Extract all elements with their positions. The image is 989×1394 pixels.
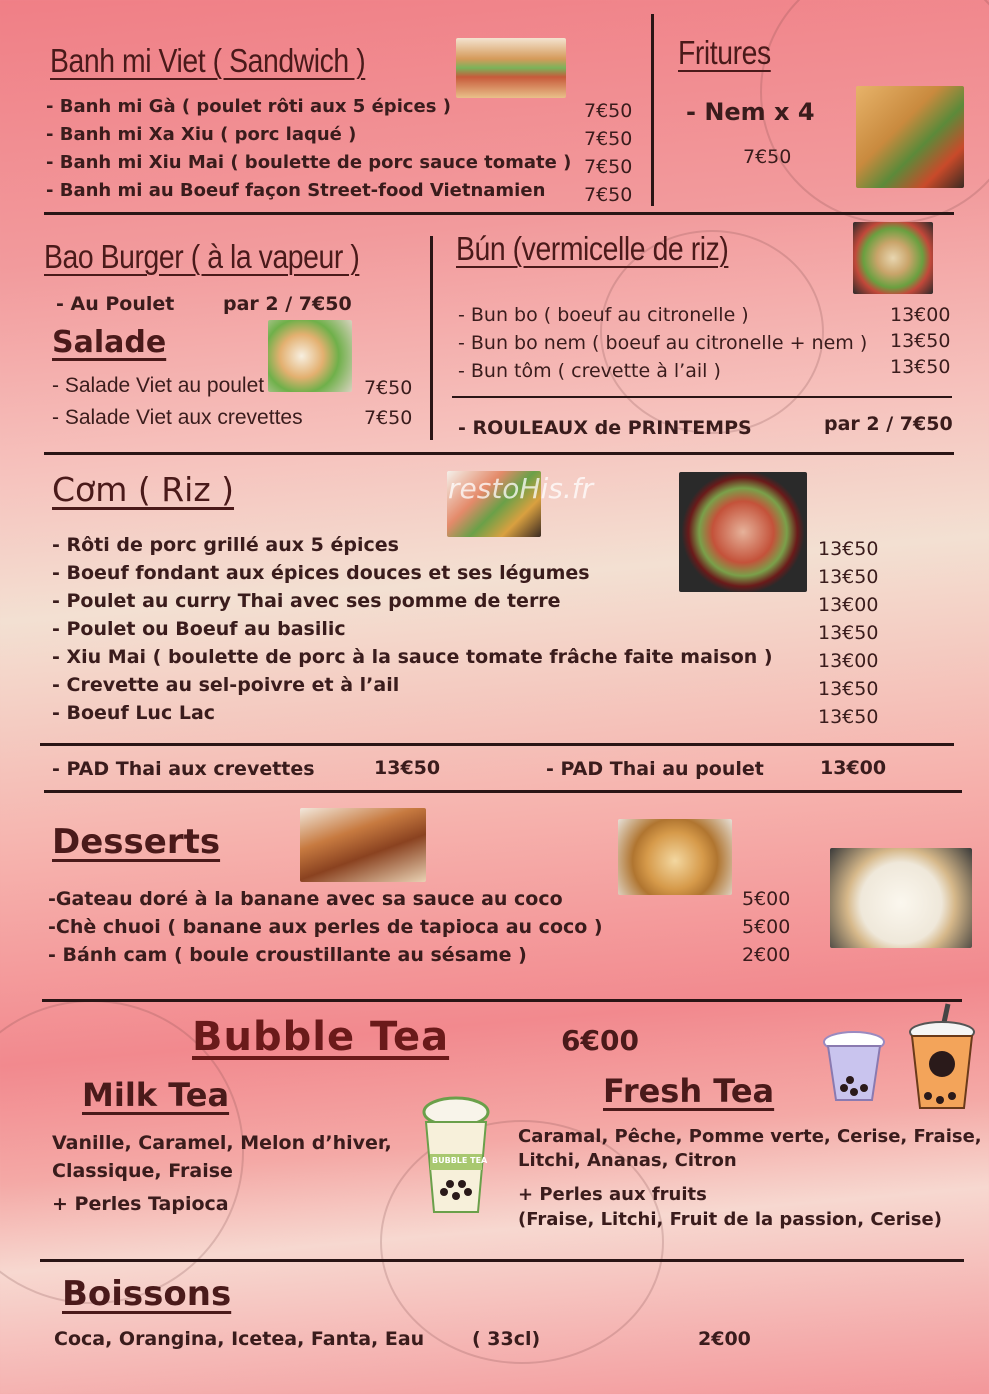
price: 13€50 [890, 356, 951, 378]
nem-photo [856, 86, 964, 188]
list-item: - Poulet ou Boeuf au basilic [52, 618, 346, 640]
bao-burger-title: Bao Burger ( à la vapeur ) [44, 238, 360, 275]
watermark: restoHis.fr [448, 472, 594, 505]
list-item: -Chè chuoi ( banane aux perles de tapioca au coco ) [48, 916, 603, 938]
divider [44, 790, 962, 793]
bao-item: - Au Poulet [56, 293, 175, 315]
banh-mi-list [46, 96, 571, 208]
pad-thai-crevettes-item: - PAD Thai aux crevettes [52, 758, 315, 780]
price: 7€50 [584, 128, 633, 150]
divider [452, 396, 952, 398]
nem-item: - Nem x 4 [686, 98, 815, 126]
bun-prices [890, 304, 950, 382]
bubble-tea-cup-icon [904, 1002, 980, 1112]
fresh-tea-extra: (Fraise, Litchi, Fruit de la passion, Cerise) [518, 1209, 942, 1230]
com-title: Cơm ( Riz ) [52, 470, 235, 509]
price: 13€50 [818, 566, 879, 588]
price: 13€50 [818, 678, 879, 700]
bubble-tea-cup-icon [820, 1030, 888, 1102]
banh-cam-photo [618, 819, 732, 895]
price: 7€50 [584, 100, 633, 122]
fritures-title: Fritures [678, 34, 771, 71]
pad-thai-poulet-price: 13€00 [820, 757, 887, 779]
divider [40, 1259, 964, 1262]
bubble-tea-price: 6€00 [561, 1024, 639, 1057]
salade-list [52, 374, 303, 438]
price: 7€50 [584, 156, 633, 178]
rouleaux-item: - ROULEAUX de PRINTEMPS [458, 417, 752, 439]
bun-title: Bún (vermicelle de riz) [456, 230, 729, 267]
price: 2€00 [742, 944, 791, 966]
cup-label: BUBBLE TEA [432, 1156, 488, 1165]
list-item: - Salade Viet aux crevettes [52, 406, 303, 429]
milk-tea-title: Milk Tea [82, 1076, 230, 1114]
nem-price: 7€50 [743, 146, 792, 168]
boissons-title: Boissons [62, 1274, 232, 1314]
list-item: - Bánh cam ( boule croustillante au sésame ) [48, 944, 527, 966]
list-item: - Banh mi Xa Xiu ( porc laqué ) [46, 124, 357, 145]
price: 13€00 [890, 304, 951, 326]
list-item: - Poulet au curry Thai avec ses pomme de terre [52, 590, 561, 612]
list-item: - Banh mi au Boeuf façon Street-food Vietnamien [46, 180, 546, 201]
com-list [52, 534, 773, 730]
price: 13€00 [818, 594, 879, 616]
price: 7€50 [364, 407, 413, 429]
divider [651, 14, 654, 206]
divider [42, 999, 962, 1002]
price: 13€50 [818, 706, 879, 728]
milk-tea-flavors: Classique, Fraise [52, 1160, 233, 1182]
bun-photo [853, 222, 933, 294]
fresh-tea-title: Fresh Tea [603, 1072, 775, 1110]
divider [40, 743, 954, 746]
boissons-items: Coca, Orangina, Icetea, Fanta, Eau [54, 1328, 425, 1350]
banh-mi-title: Banh mi Viet ( Sandwich ) [50, 42, 366, 79]
boissons-price: 2€00 [698, 1328, 751, 1350]
price: 13€50 [818, 538, 879, 560]
divider [44, 452, 954, 455]
price: 7€50 [364, 377, 413, 399]
fresh-tea-flavors: Litchi, Ananas, Citron [518, 1150, 737, 1171]
list-item: - Boeuf fondant aux épices douces et ses légumes [52, 562, 590, 584]
price: 7€50 [584, 184, 633, 206]
salade-prices [364, 377, 412, 437]
rouleaux-price: par 2 / 7€50 [824, 413, 953, 435]
bubble-tea-title: Bubble Tea [192, 1014, 450, 1060]
boissons-size: ( 33cl) [472, 1328, 541, 1350]
list-item: - Bun bo ( boeuf au citronelle ) [458, 304, 749, 326]
salade-title: Salade [52, 325, 167, 360]
divider [44, 212, 954, 215]
price: 13€00 [818, 650, 879, 672]
price: 13€50 [890, 330, 951, 352]
price: 13€50 [818, 622, 879, 644]
banh-mi-prices [584, 100, 632, 212]
desserts-prices [742, 888, 790, 972]
price: 5€00 [742, 916, 791, 938]
bun-list [458, 304, 867, 388]
fresh-tea-flavors: Caramal, Pêche, Pomme verte, Cerise, Fraise, [518, 1126, 982, 1147]
milk-tea-extra: + Perles Tapioca [52, 1193, 229, 1215]
list-item: - Crevette au sel-poivre et à l’ail [52, 674, 400, 696]
list-item: -Gateau doré à la banane avec sa sauce au coco [48, 888, 563, 910]
list-item: - Salade Viet au poulet [52, 374, 265, 397]
gateau-photo [300, 808, 426, 882]
list-item: - Boeuf Luc Lac [52, 702, 216, 724]
milk-tea-cup-icon [416, 1092, 496, 1216]
list-item: - Bun tôm ( crevette à l’ail ) [458, 360, 721, 382]
bao-price: par 2 / 7€50 [223, 293, 352, 315]
milk-tea-flavors: Vanille, Caramel, Melon d’hiver, [52, 1132, 392, 1154]
che-chuoi-photo [830, 848, 972, 948]
banh-mi-photo [456, 38, 566, 98]
list-item: - Rôti de porc grillé aux 5 épices [52, 534, 399, 556]
pad-thai-poulet-item: - PAD Thai au poulet [546, 758, 764, 780]
list-item: - Banh mi Gà ( poulet rôti aux 5 épices ) [46, 96, 451, 117]
fresh-tea-extra: + Perles aux fruits [518, 1184, 707, 1205]
price: 5€00 [742, 888, 791, 910]
divider [430, 236, 433, 440]
desserts-list [48, 888, 603, 972]
list-item: - Bun bo nem ( boeuf au citronelle + nem ) [458, 332, 868, 354]
com-prices [818, 538, 878, 734]
pad-thai-crevettes-price: 13€50 [374, 757, 441, 779]
desserts-title: Desserts [52, 822, 221, 862]
list-item: - Banh mi Xiu Mai ( boulette de porc sauce tomate ) [46, 152, 572, 173]
list-item: - Xiu Mai ( boulette de porc à la sauce tomate frâche faite maison ) [52, 646, 773, 668]
